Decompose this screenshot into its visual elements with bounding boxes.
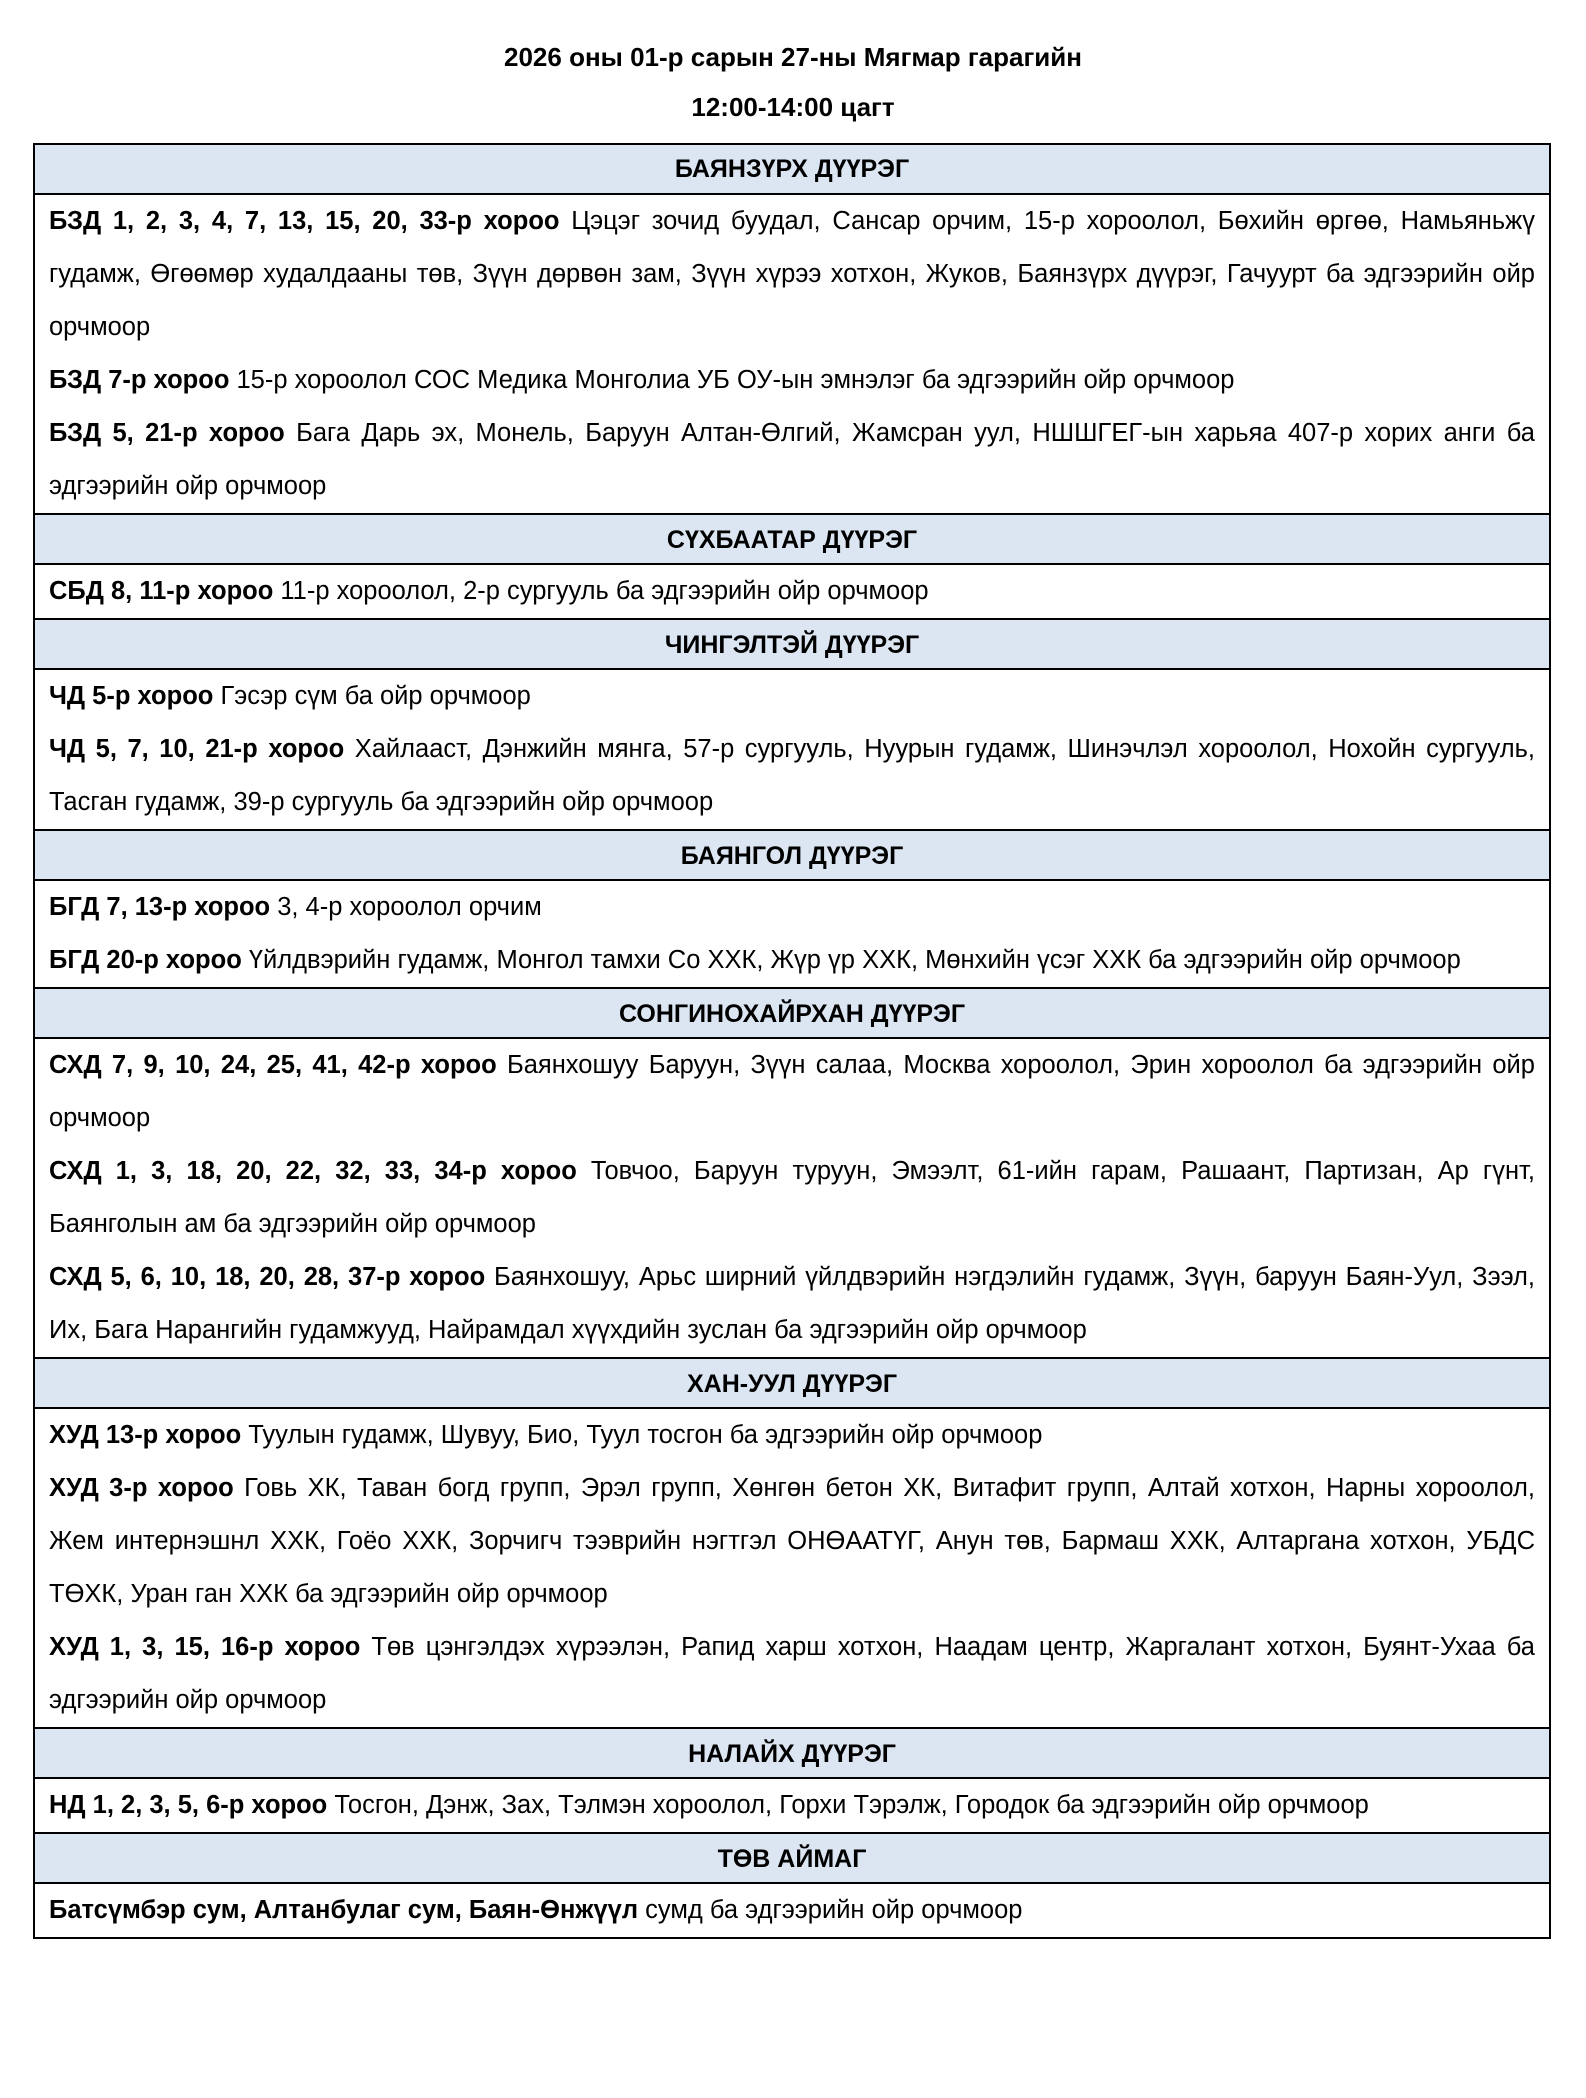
area-entry <box>49 195 1535 354</box>
area-entry <box>49 670 1535 723</box>
district-header: НАЛАЙХ ДҮҮРЭГ <box>35 1727 1549 1777</box>
area-description: Үйлдвэрийн гудамж, Монгол тамхи Со ХХК, Жүр үр ХХК, Мөнхийн үсэг ХХК ба эдгээрийн ойр орчмоор <box>241 946 1461 974</box>
area-description: 15-р хороолол СОС Медика Монголиа УБ ОУ-ын эмнэлэг ба эдгээрийн ойр орчмоор <box>229 366 1235 394</box>
khoroo-label: БГД 7, 13-р хороо <box>49 893 271 921</box>
area-entry <box>49 407 1535 513</box>
district-section <box>35 879 1549 987</box>
outage-table <box>33 143 1551 1939</box>
area-entry <box>49 1145 1535 1251</box>
area-description: 11-р хороолол, 2-р сургууль ба эдгээрийн ойр орчмоор <box>273 577 929 605</box>
area-description: Цэцэг зочид буудал, Сансар орчим, 15-р хороолол, Бөхийн өргөө, Намьяньжү гудамж, Өгөөмөр худалдааны төв, Зүүн дөрвөн зам, Зүүн хүрээ хотхон, Жуков, Баянзүрх дүүрэг, Гачуурт ба эдгээрийн ойр орчмоор <box>49 207 1535 341</box>
district-section <box>35 1407 1549 1727</box>
area-entry <box>49 1462 1535 1621</box>
khoroo-label: БГД 20-р хороо <box>49 946 242 974</box>
area-entry <box>49 1409 1535 1462</box>
district-header: ТӨВ АЙМАГ <box>35 1832 1549 1882</box>
district-section <box>35 563 1549 618</box>
khoroo-label: ХУД 13-р хороо <box>49 1421 242 1449</box>
area-entry <box>49 1884 1535 1937</box>
khoroo-label: СХД 1, 3, 18, 20, 22, 32, 33, 34-р хороо <box>49 1157 577 1185</box>
khoroo-label: СБД 8, 11-р хороо <box>49 577 274 605</box>
area-description: 3, 4-р хороолол орчим <box>270 893 542 921</box>
area-entry <box>49 934 1535 987</box>
khoroo-label: БЗД 1, 2, 3, 4, 7, 13, 15, 20, 33-р хороо <box>49 207 560 235</box>
area-entry <box>49 1779 1535 1832</box>
area-description: Бага Дарь эх, Монель, Баруун Алтан-Өлгий, Жамсран уул, НШШГЕГ-ын харьяа 407-р хорих анги ба эдгээрийн ойр орчмоор <box>49 419 1535 500</box>
district-header: СОНГИНОХАЙРХАН ДҮҮРЭГ <box>35 987 1549 1037</box>
district-section <box>35 1777 1549 1832</box>
khoroo-label: БЗД 5, 21-р хороо <box>49 419 285 447</box>
area-description: Говь ХК, Таван богд групп, Эрэл групп, Хөнгөн бетон ХК, Витафит групп, Алтай хотхон, Нарны хороолол, Жем интернэшнл ХХК, Гоёо ХХК, Зорчигч тээврийн нэгтгэл ОНӨААТҮГ, Анун төв, Бармаш ХХК, Алтаргана хотхон, УБДС ТӨХК, Уран ган ХХК ба эдгээрийн ойр орчмоор <box>49 1474 1535 1608</box>
area-entry <box>49 1039 1535 1145</box>
khoroo-label: ХУД 1, 3, 15, 16-р хороо <box>49 1633 361 1661</box>
khoroo-label: ЧД 5-р хороо <box>49 682 214 710</box>
area-entry <box>49 565 1535 618</box>
khoroo-label: ЧД 5, 7, 10, 21-р хороо <box>49 735 345 763</box>
district-header: ХАН-УУЛ ДҮҮРЭГ <box>35 1357 1549 1407</box>
khoroo-label: ХУД 3-р хороо <box>49 1474 234 1502</box>
district-section <box>35 193 1549 513</box>
khoroo-label: СХД 7, 9, 10, 24, 25, 41, 42-р хороо <box>49 1051 497 1079</box>
district-section <box>35 1882 1549 1937</box>
area-description: Тосгон, Дэнж, Зах, Тэлмэн хороолол, Горхи Тэрэлж, Городок ба эдгээрийн ойр орчмоор <box>327 1791 1369 1819</box>
area-description: Туулын гудамж, Шувуу, Био, Туул тосгон ба эдгээрийн ойр орчмоор <box>241 1421 1043 1449</box>
khoroo-label: Батсүмбэр сум, Алтанбулаг сум, Баян-Өнжүүл <box>49 1896 639 1924</box>
area-entry <box>49 881 1535 934</box>
area-entry <box>49 1621 1535 1727</box>
area-description: Төв цэнгэлдэх хүрээлэн, Рапид харш хотхон, Наадам центр, Жаргалант хотхон, Буянт-Ухаа ба эдгээрийн ойр орчмоор <box>49 1633 1535 1714</box>
district-header: БАЯНГОЛ ДҮҮРЭГ <box>35 829 1549 879</box>
district-header: ЧИНГЭЛТЭЙ ДҮҮРЭГ <box>35 618 1549 668</box>
area-description: Хайлааст, Дэнжийн мянга, 57-р сургууль, Нуурын гудамж, Шинэчлэл хороолол, Нохойн сургууль, Тасган гудамж, 39-р сургууль ба эдгээрийн ойр орчмоор <box>49 735 1535 816</box>
khoroo-label: НД 1, 2, 3, 5, 6-р хороо <box>49 1791 328 1819</box>
district-header: БАЯНЗҮРХ ДҮҮРЭГ <box>35 145 1549 193</box>
area-description: Баянхошуу Баруун, Зүүн салаа, Москва хороолол, Эрин хороолол ба эдгээрийн ойр орчмоор <box>49 1051 1535 1132</box>
area-entry <box>49 723 1535 829</box>
khoroo-label: БЗД 7-р хороо <box>49 366 230 394</box>
district-section <box>35 1037 1549 1357</box>
area-entry <box>49 354 1535 407</box>
district-section <box>35 668 1549 829</box>
khoroo-label: СХД 5, 6, 10, 18, 20, 28, 37-р хороо <box>49 1263 486 1291</box>
time-range: 12:00-14:00 цагт <box>691 92 895 122</box>
area-description: Баянхошуу, Арьс ширний үйлдвэрийн нэгдэлийн гудамж, Зүүн, баруун Баян-Уул, Зээл, Их, Бага Нарангийн гудамжууд, Найрамдал хүүхдийн зуслан ба эдгээрийн ойр орчмоор <box>49 1263 1535 1344</box>
document-title: 2026 оны 01-р сарын 27-ны Мягмар гарагийн <box>504 42 1082 72</box>
area-description: Гэсэр сүм ба ойр орчмоор <box>213 682 531 710</box>
district-header: СҮХБААТАР ДҮҮРЭГ <box>35 513 1549 563</box>
area-description: Товчоо, Баруун туруун, Эмээлт, 61-ийн гарам, Рашаант, Партизан, Ар гүнт, Баянголын ам ба эдгээрийн ойр орчмоор <box>49 1157 1535 1238</box>
area-description: сумд ба эдгээрийн ойр орчмоор <box>638 1896 1023 1924</box>
area-entry <box>49 1251 1535 1357</box>
